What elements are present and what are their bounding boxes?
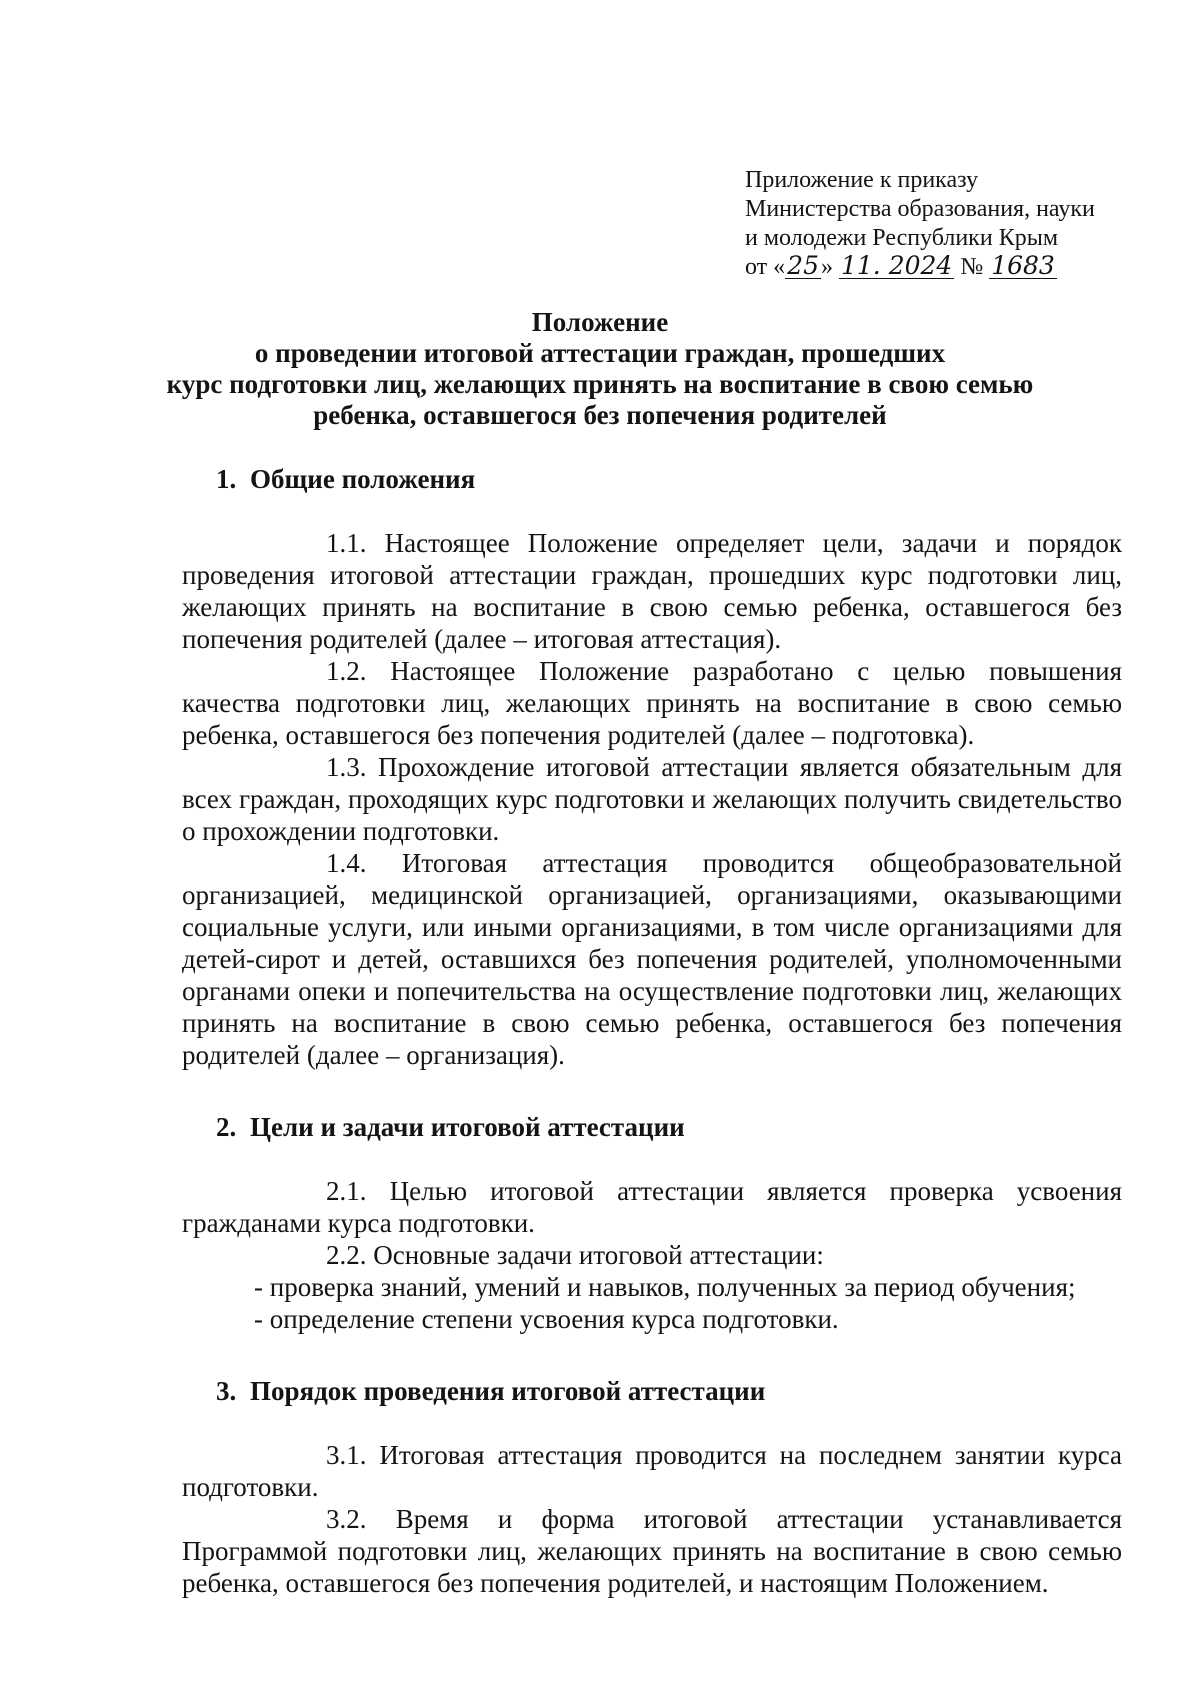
- section-heading-1: 1. Общие положения: [216, 464, 476, 494]
- appendix-date-line: [745, 253, 1165, 282]
- date-mid: »: [820, 254, 839, 280]
- date-prefix: от «: [745, 254, 786, 280]
- number-prefix: №: [954, 254, 990, 280]
- appendix-block: [745, 166, 1165, 282]
- title-line: о проведении итоговой аттестации граждан, прошедших: [254, 338, 946, 368]
- paragraph-3-1: 3.1. Итоговая аттестация проводится на последнем занятии курса подготовки.: [182, 1440, 1122, 1502]
- title-line: Положение: [531, 307, 669, 337]
- document-body: [182, 463, 1122, 1599]
- paragraph-3-2: 3.2. Время и форма итоговой аттестации устанавливается Программой подготовки лиц, желающих принять на воспитание в свою семью ребенка, оставшегося без попечения родителей, и настоящим Положением.: [182, 1504, 1123, 1598]
- appendix-line: Министерства образования, науки: [745, 196, 1095, 222]
- paragraph-1-1: 1.1. Настоящее Положение определяет цели, задачи и порядок проведения итоговой аттестации граждан, прошедших курс подготовки лиц, желающих принять на воспитание в свою семью ребенка, оставшегося без попечения родителей (далее – итоговая аттестация).: [182, 528, 1122, 654]
- section-heading-2: 2. Цели и задачи итоговой аттестации: [216, 1112, 685, 1142]
- list-item: - проверка знаний, умений и навыков, полученных за период обучения;: [254, 1272, 1076, 1302]
- title-line: курс подготовки лиц, желающих принять на воспитание в свою семью: [166, 369, 1034, 399]
- handwritten-day: 25: [787, 251, 819, 280]
- paragraph-1-3: 1.3. Прохождение итоговой аттестации является обязательным для всех граждан, проходящих курс подготовки и желающих получить свидетельство о прохождении подготовки.: [182, 752, 1122, 846]
- appendix-line: Приложение к приказу: [745, 167, 979, 193]
- document-title: [120, 307, 1080, 431]
- paragraph-1-4: 1.4. Итоговая аттестация проводится общеобразовательной организацией, медицинской организацией, организациями, оказывающими социальные услуги, или иными организациями, в том числе организациями для детей-сирот и детей, оставшихся без попечения родителей, уполномоченными органами опеки и попечительства на осуществление подготовки лиц, желающих принять на воспитание в свою семью ребенка, оставшегося без попечения родителей (далее – организация).: [182, 848, 1122, 1070]
- section-heading-3: 3. Порядок проведения итоговой аттестации: [216, 1376, 766, 1406]
- handwritten-number: 1683: [991, 251, 1055, 280]
- list-item: - определение степени усвоения курса подготовки.: [254, 1304, 839, 1334]
- title-line: ребенка, оставшегося без попечения родителей: [313, 400, 887, 430]
- paragraph-2-2: 2.2. Основные задачи итоговой аттестации:: [326, 1240, 824, 1270]
- appendix-line: и молодежи Республики Крым: [745, 225, 1059, 251]
- paragraph-2-1: 2.1. Целью итоговой аттестации является проверка усвоения гражданами курса подготовки.: [182, 1176, 1122, 1238]
- paragraph-1-2: 1.2. Настоящее Положение разработано с целью повышения качества подготовки лиц, желающих принять на воспитание в свою семью ребенка, оставшегося без попечения родителей (далее – подготовка).: [182, 656, 1122, 750]
- handwritten-date: 11. 2024: [840, 251, 953, 280]
